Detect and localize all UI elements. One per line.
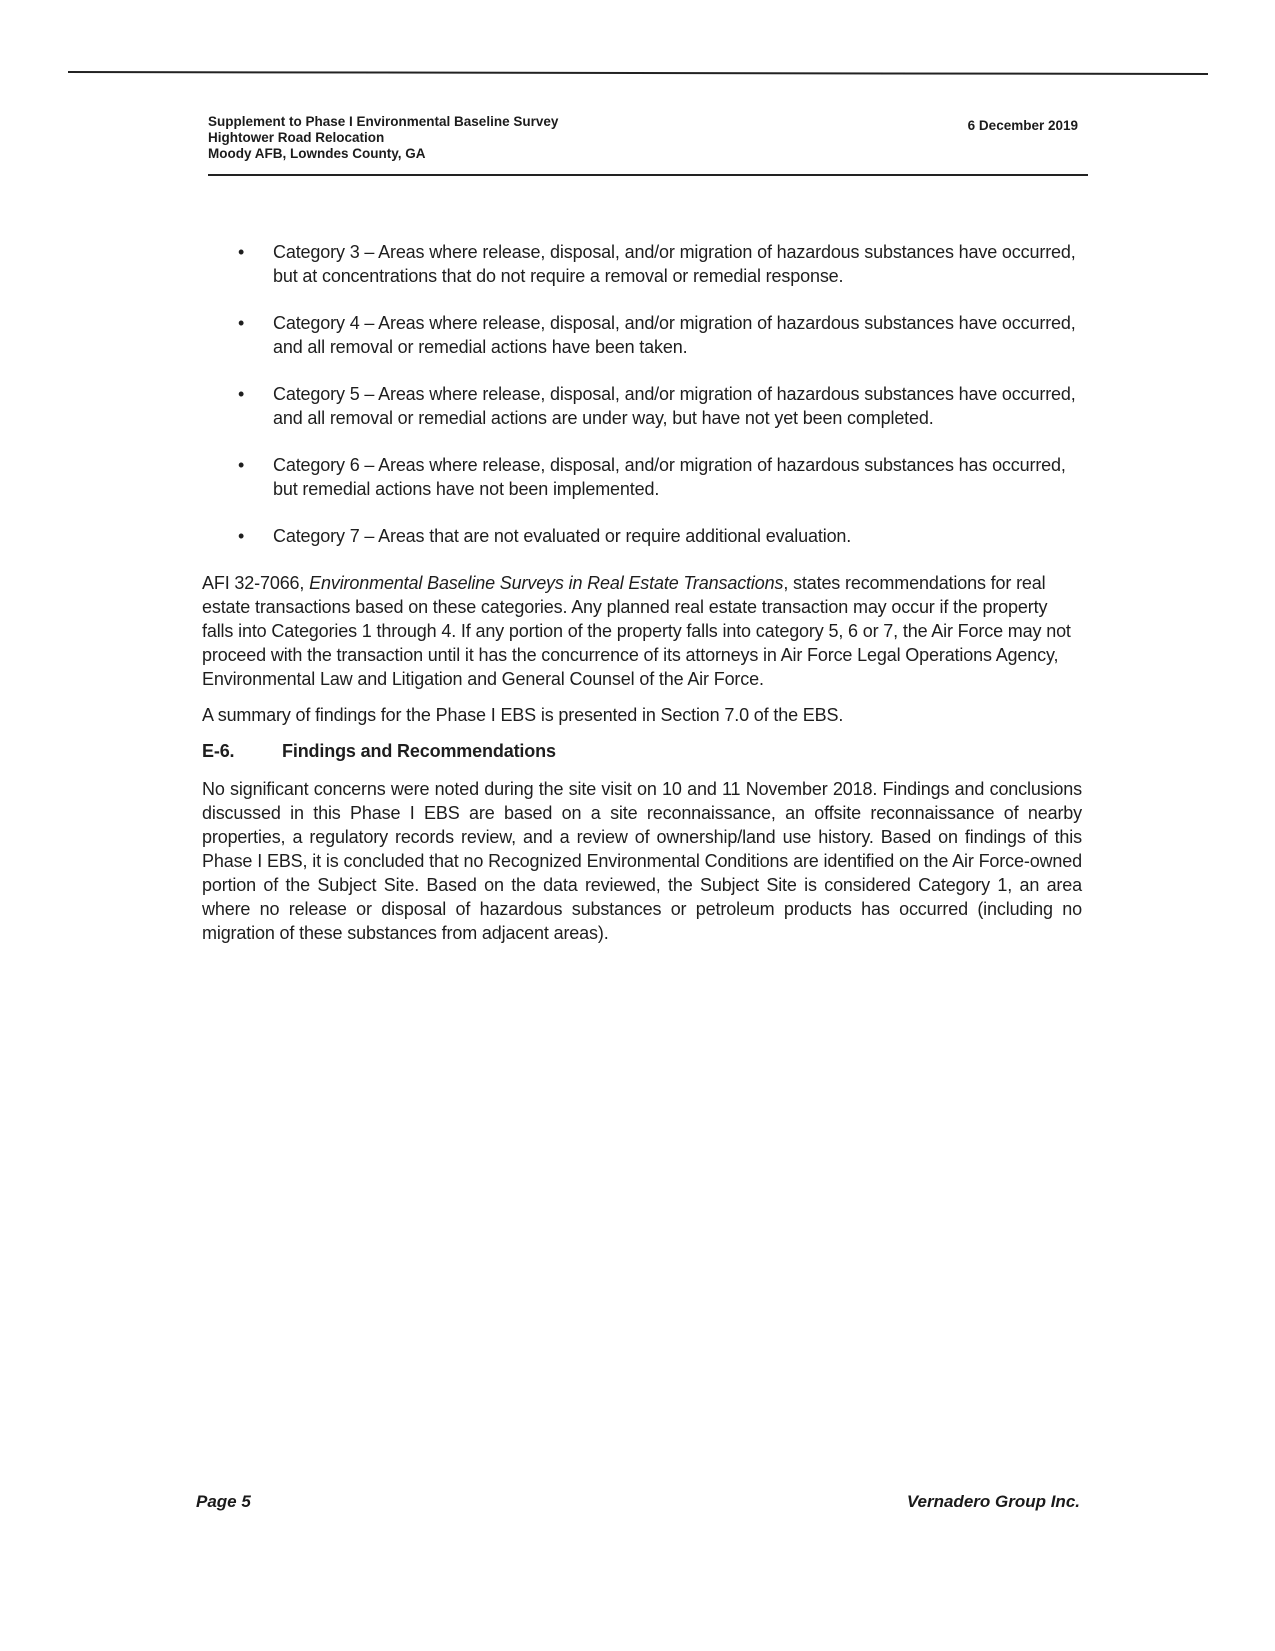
afi-prefix: AFI 32-7066, — [202, 573, 310, 593]
category-text: Category 7 – Areas that are not evaluated or require additional evaluation. — [273, 526, 852, 546]
header-line-project: Hightower Road Relocation — [208, 130, 385, 145]
afi-publication-title: Environmental Baseline Surveys in Real Estate Transactions — [309, 573, 784, 593]
bullet-icon: • — [238, 242, 245, 262]
category-item-3 — [202, 240, 1082, 288]
category-text: Category 6 – Areas where release, disposal, and/or migration of hazardous substances has occurred, but remedial actions have not been implemented. — [273, 455, 1066, 499]
afi-paragraph — [202, 571, 1082, 691]
section-heading — [202, 739, 1082, 763]
header-line-survey: Supplement to Phase I Environmental Baseline Survey — [208, 114, 559, 129]
bullet-icon: • — [238, 384, 245, 404]
document-body — [202, 240, 1082, 957]
category-list — [202, 240, 1082, 548]
category-item-4 — [202, 311, 1082, 359]
company-name: Vernadero Group Inc. — [906, 1492, 1080, 1511]
bullet-icon: • — [238, 313, 245, 333]
page-number: Page 5 — [196, 1492, 251, 1511]
top-page-rule — [68, 71, 1208, 75]
category-item-6 — [202, 453, 1082, 501]
category-text: Category 4 – Areas where release, disposal, and/or migration of hazardous substances have occurred, and all removal or remedial actions have been taken. — [273, 313, 1076, 357]
category-text: Category 3 – Areas where release, disposal, and/or migration of hazardous substances have occurred, but at concentrations that do not require a removal or remedial response. — [273, 242, 1076, 286]
category-item-7 — [202, 524, 1082, 548]
header-title-block — [208, 114, 1078, 162]
bullet-icon: • — [238, 455, 245, 475]
category-text: Category 5 – Areas where release, disposal, and/or migration of hazardous substances have occurred, and all removal or remedial actions are under way, but have not yet been completed. — [273, 384, 1076, 428]
bullet-icon: • — [238, 526, 245, 546]
page-footer — [196, 1492, 1080, 1512]
section-title: Findings and Recommendations — [282, 741, 556, 761]
header-underline — [208, 174, 1088, 176]
findings-paragraph: No significant concerns were noted during the site visit on 10 and 11 November 2018. Findings and conclusions discussed in this Phase I EBS are based on a site reconnaissance, an offsite reconnaissance of nearby properties, a regulatory records review, and a review of ownership/land use history. Based on findings of this Phase I EBS, it is concluded that no Recognized Environmental Conditions are identified on the Air Force-owned portion of the Subject Site. Based on the data reviewed, the Subject Site is considered Category 1, an area where no release or disposal of hazardous substances or petroleum products has occurred (including no migration of these substances from adjacent areas). — [202, 779, 1082, 943]
section-number: E-6. — [202, 741, 235, 761]
header-date: 6 December 2019 — [967, 118, 1078, 133]
header-line-location: Moody AFB, Lowndes County, GA — [208, 146, 426, 161]
category-item-5 — [202, 382, 1082, 430]
page-header — [208, 114, 1078, 162]
summary-paragraph: A summary of findings for the Phase I EBS is presented in Section 7.0 of the EBS. — [202, 705, 844, 725]
afi-text: , states recommendations for real estate transactions based on these categories. Any planned real estate transaction may occur if the property falls into Categories 1 through 4. If any portion of the property falls into category 5, 6 or 7, the Air Force may not proceed with the transaction until it has the concurrence of its attorneys in Air Force Legal Operations Agency, Environmental Law and Litigation and General Counsel of the Air Force. — [202, 573, 1071, 689]
